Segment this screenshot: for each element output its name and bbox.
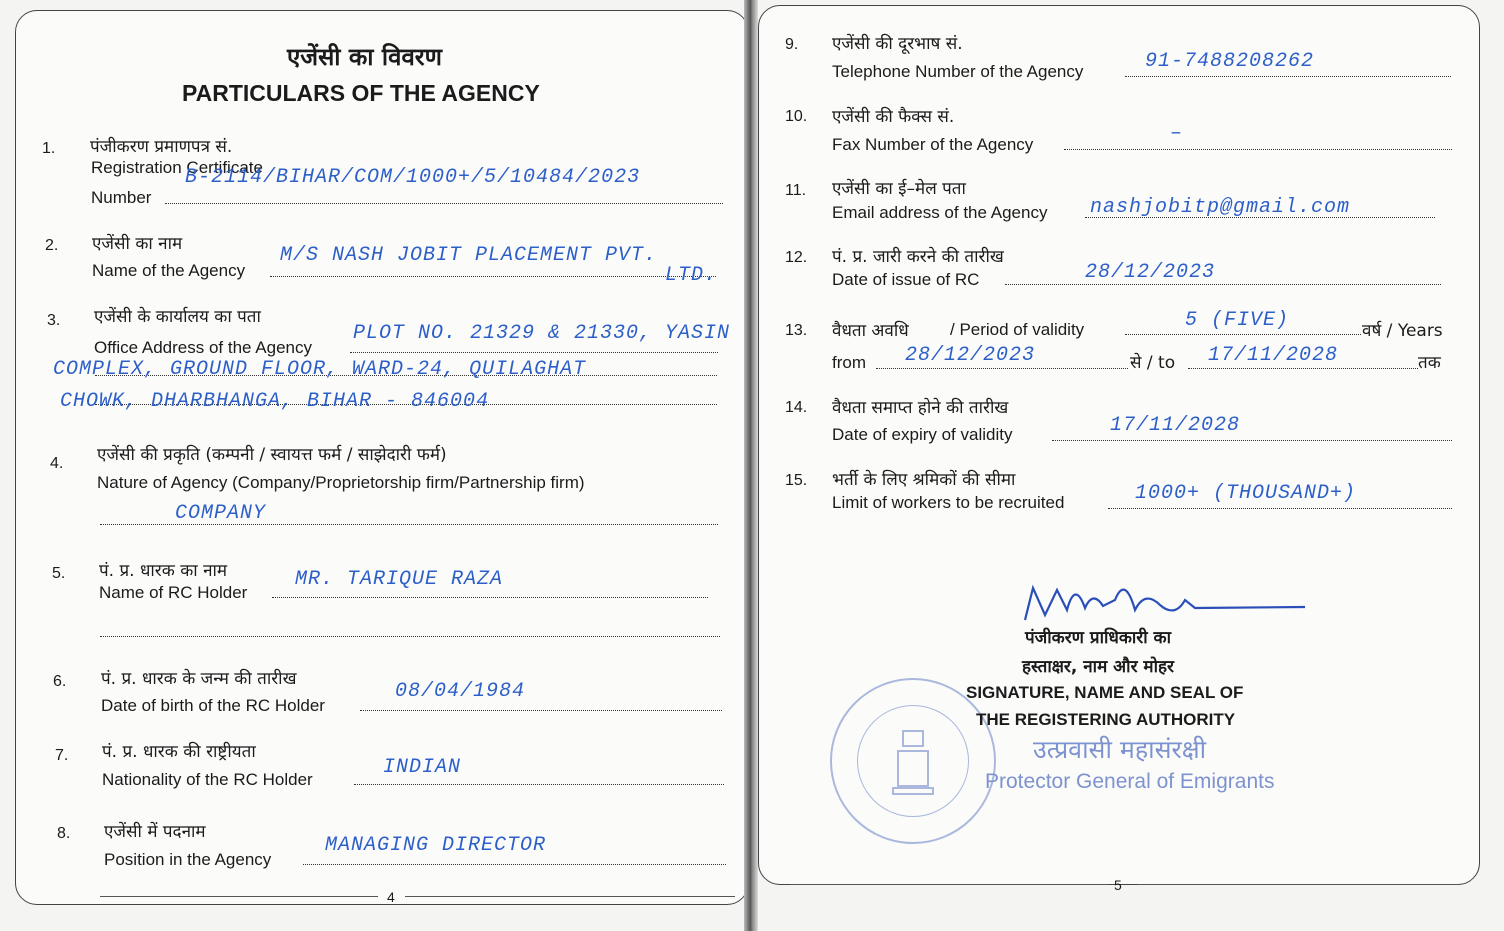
item-8-dotted-line xyxy=(303,864,726,865)
item-7-dotted-line xyxy=(354,784,724,785)
rc-issue-date-value: 28/12/2023 xyxy=(1085,261,1216,284)
item-12-number: 12. xyxy=(785,249,808,266)
item-12-label: Date of issue of RC xyxy=(832,270,980,289)
item-13-number: 13. xyxy=(785,322,808,339)
to-dotted-line xyxy=(1188,368,1418,369)
title-hindi: एजेंसी का विवरण xyxy=(287,43,442,71)
item-2-dotted-line xyxy=(270,276,716,277)
item-10-number: 10. xyxy=(785,108,808,125)
item-14-hindi: वैधता समाप्त होने की तारीख xyxy=(832,398,1009,418)
item-7-label: Nationality of the RC Holder xyxy=(102,770,313,789)
item-15-hindi: भर्ती के लिए श्रमिकों की सीमा xyxy=(832,470,1016,490)
rc-holder-dob-value: 08/04/1984 xyxy=(395,680,526,703)
item-1-number: 1. xyxy=(42,140,56,157)
item-5-hindi: पं. प्र. धारक का नाम xyxy=(99,561,228,581)
rc-holder-name-value: MR. TARIQUE RAZA xyxy=(295,568,504,591)
registration-number-value: B-2114/BIHAR/COM/1000+/5/10484/2023 xyxy=(185,166,641,189)
address-value-line1: PLOT NO. 21329 & 21330, YASIN xyxy=(353,322,731,345)
item-15-dotted-line xyxy=(1108,508,1452,509)
from-label: from xyxy=(832,353,866,372)
email-value: nashjobitp@gmail.com xyxy=(1090,196,1351,219)
item-5-label: Name of RC Holder xyxy=(99,583,248,602)
address-value-line2: COMPLEX, GROUND FLOOR, WARD-24, QUILAGHAT xyxy=(53,358,587,381)
title-english: PARTICULARS OF THE AGENCY xyxy=(182,80,540,106)
item-3-number: 3. xyxy=(47,312,61,329)
item-5-number: 5. xyxy=(52,565,66,582)
authority-hindi-line1: पंजीकरण प्राधिकारी का xyxy=(1025,628,1172,648)
worker-limit-value: 1000+ (THOUSAND+) xyxy=(1135,482,1357,505)
authority-hindi-line2: हस्ताक्षर, नाम और मोहर xyxy=(1022,657,1174,677)
footer-line-left-right-page xyxy=(790,884,1108,885)
page-number-right: 5 xyxy=(1114,877,1122,893)
validity-from-value: 28/12/2023 xyxy=(905,344,1036,367)
item-3-dotted-line xyxy=(350,352,718,353)
item-14-label: Date of expiry of validity xyxy=(832,425,1013,444)
item-11-number: 11. xyxy=(785,182,807,199)
fax-value: – xyxy=(1170,122,1184,145)
item-11-hindi: एजेंसी का ई–मेल पता xyxy=(832,179,966,199)
item-5-dotted-line xyxy=(272,597,708,598)
years-label: वर्ष / Years xyxy=(1362,321,1443,341)
item-14-number: 14. xyxy=(785,399,808,416)
item-10-label: Fax Number of the Agency xyxy=(832,135,1034,154)
item-7-hindi: पं. प्र. धारक की राष्ट्रीयता xyxy=(102,742,256,762)
item-9-label: Telephone Number of the Agency xyxy=(832,62,1084,81)
item-6-label: Date of birth of the RC Holder xyxy=(101,696,325,715)
item-13-dotted-line xyxy=(1125,334,1361,335)
item-5-dotted-line-2 xyxy=(100,636,720,637)
item-10-dotted-line xyxy=(1064,149,1452,150)
item-12-hindi: पं. प्र. जारी करने की तारीख xyxy=(832,247,1004,267)
agency-name-value-line2: LTD. xyxy=(665,264,718,287)
item-6-hindi: पं. प्र. धारक के जन्म की तारीख xyxy=(101,669,297,689)
item-13-hindi: वैधता अवधि xyxy=(832,321,909,341)
item-4-hindi: एजेंसी की प्रकृति (कम्पनी / स्वायत्त फर्म / साझेदारी फर्म) xyxy=(97,445,447,465)
until-label: तक xyxy=(1418,353,1441,373)
item-1-dotted-line xyxy=(165,203,723,204)
item-1-hindi: पंजीकरण प्रमाणपत्र सं. xyxy=(90,137,233,157)
item-12-dotted-line xyxy=(1005,284,1441,285)
item-3-hindi: एजेंसी के कार्यालय का पता xyxy=(94,307,261,327)
item-2-hindi: एजेंसी का नाम xyxy=(92,234,183,254)
page-number-left: 4 xyxy=(387,889,395,905)
item-1-label-line1: Registration Certificate xyxy=(91,158,263,177)
item-8-hindi: एजेंसी में पदनाम xyxy=(104,822,206,842)
item-7-number: 7. xyxy=(55,747,69,764)
validity-period-value: 5 (FIVE) xyxy=(1185,309,1290,332)
item-14-dotted-line xyxy=(1052,440,1452,441)
emblem-icon xyxy=(857,705,969,817)
rc-holder-nationality-value: INDIAN xyxy=(383,756,462,779)
authority-english-line2: THE REGISTERING AUTHORITY xyxy=(976,710,1236,729)
item-13-label: / Period of validity xyxy=(950,320,1085,339)
item-10-hindi: एजेंसी की फैक्स सं. xyxy=(832,107,955,127)
to-label: से / to xyxy=(1130,353,1176,373)
item-6-dotted-line xyxy=(360,710,722,711)
book-gutter xyxy=(744,0,758,931)
item-4-number: 4. xyxy=(50,455,64,472)
item-3-label: Office Address of the Agency xyxy=(94,338,312,357)
item-11-label: Email address of the Agency xyxy=(832,203,1048,222)
footer-line-left xyxy=(100,896,378,897)
item-15-label: Limit of workers to be recruited xyxy=(832,493,1065,512)
authority-english-line1: SIGNATURE, NAME AND SEAL OF xyxy=(966,683,1244,702)
address-value-line3: CHOWK, DHARBHANGA, BIHAR - 846004 xyxy=(60,390,490,413)
item-2-number: 2. xyxy=(45,237,59,254)
item-9-dotted-line xyxy=(1125,76,1451,77)
item-6-number: 6. xyxy=(53,673,67,690)
item-15-number: 15. xyxy=(785,472,808,489)
seal-hindi-text: उत्प्रवासी महासंरक्षी xyxy=(1033,735,1207,764)
agency-nature-value: COMPANY xyxy=(175,502,267,525)
position-value: MANAGING DIRECTOR xyxy=(325,834,547,857)
agency-name-value: M/S NASH JOBIT PLACEMENT PVT. xyxy=(280,244,658,267)
validity-to-value: 17/11/2028 xyxy=(1208,344,1339,367)
item-2-label: Name of the Agency xyxy=(92,261,246,280)
footer-line-right-right-page xyxy=(1138,884,1458,885)
expiry-date-value: 17/11/2028 xyxy=(1110,414,1241,437)
item-4-label: Nature of Agency (Company/Proprietorship firm/Partnership firm) xyxy=(97,473,585,492)
telephone-value: 91-7488208262 xyxy=(1145,50,1315,73)
item-8-number: 8. xyxy=(57,825,71,842)
item-9-hindi: एजेंसी की दूरभाष सं. xyxy=(832,34,963,54)
from-dotted-line xyxy=(876,368,1128,369)
item-8-label: Position in the Agency xyxy=(104,850,272,869)
item-9-number: 9. xyxy=(785,36,799,53)
item-1-label: Number xyxy=(91,188,152,207)
footer-line-right xyxy=(405,896,735,897)
seal-english-text: Protector General of Emigrants xyxy=(985,770,1275,793)
